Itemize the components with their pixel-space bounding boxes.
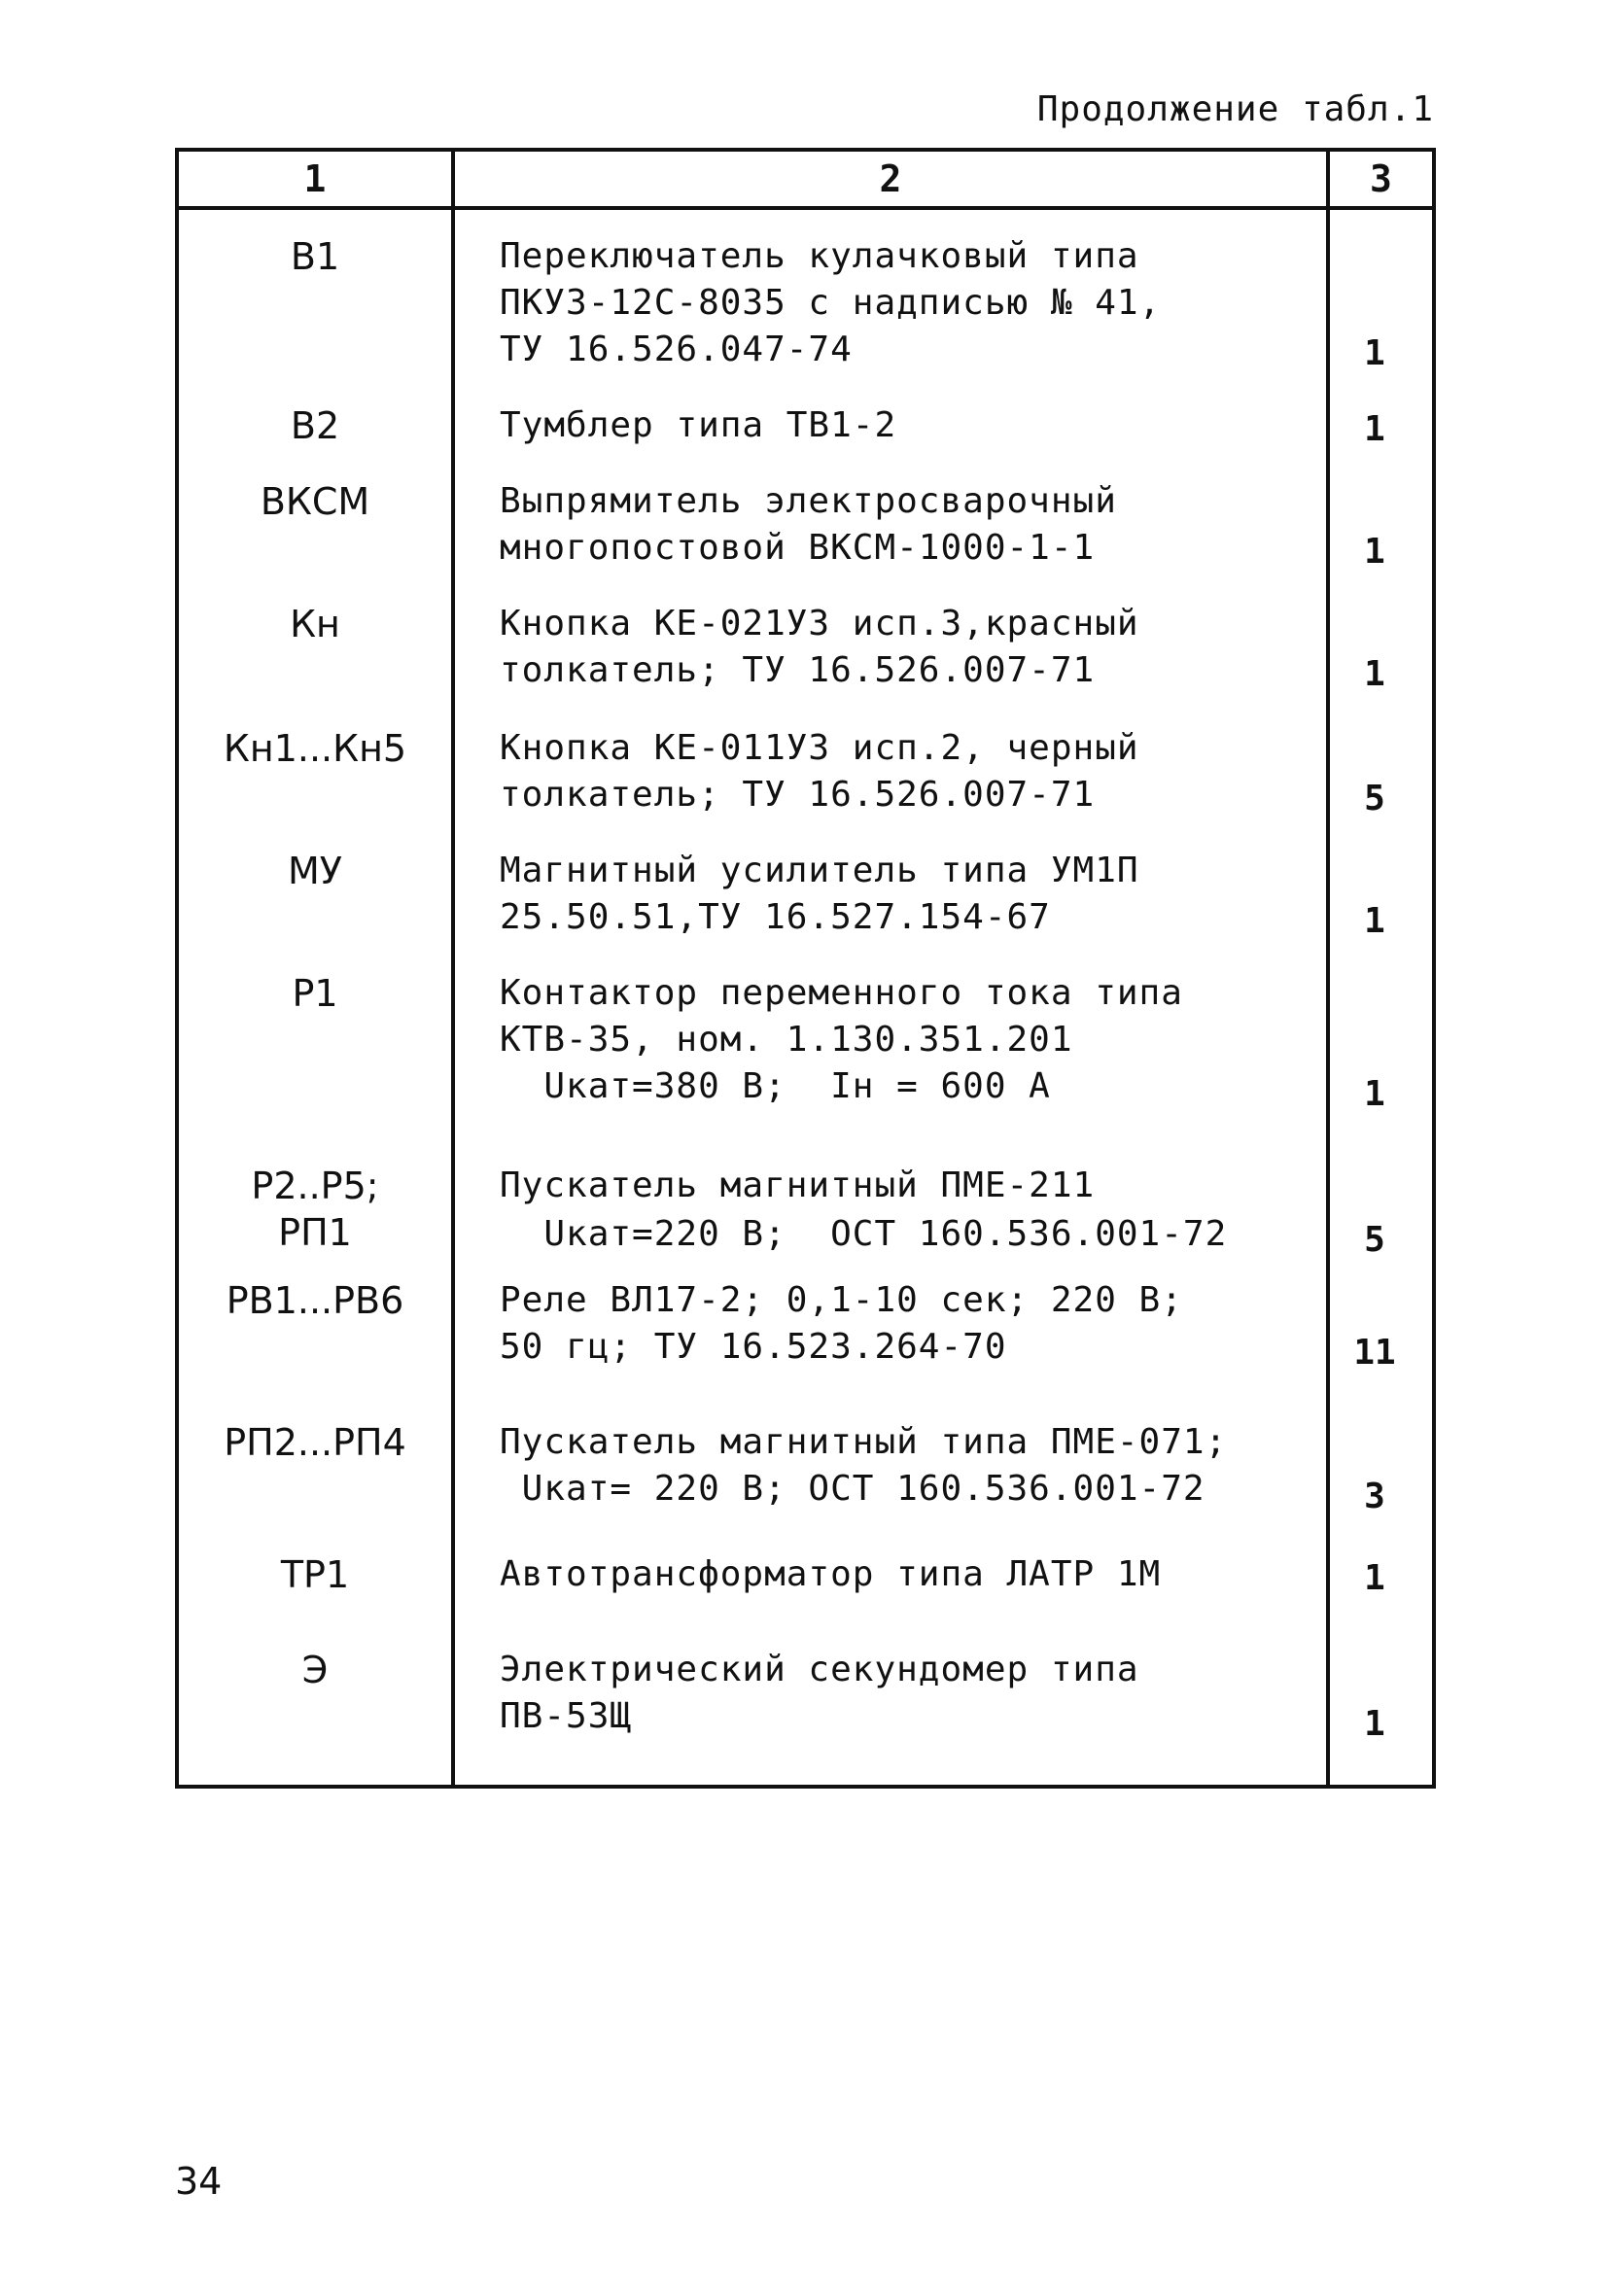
row-description-line: толкатель; ТУ 16.526.007-71: [500, 775, 1096, 815]
row-description-line: толкатель; ТУ 16.526.007-71: [500, 650, 1096, 690]
row-quantity: 5: [1364, 779, 1385, 818]
row-description-line: Контактор переменного тока типа: [500, 973, 1183, 1013]
row-description-line: Электрический секундомер типа: [500, 1650, 1139, 1689]
header-divider: [179, 206, 1432, 210]
row-quantity: 1: [1364, 532, 1385, 572]
row-description-line: многопостовой ВКСМ-1000-1-1: [500, 528, 1096, 568]
column-divider-2: [1326, 152, 1330, 1785]
row-code: Р1: [292, 972, 338, 1015]
header-col-2: 2: [879, 157, 902, 200]
row-description-line: Реле ВЛ17-2; 0,1-10 сек; 220 В;: [500, 1280, 1183, 1320]
table-caption: Продолжение табл.1: [1036, 89, 1434, 129]
row-description-line: Тумблер типа ТВ1-2: [500, 405, 897, 445]
row-quantity: 1: [1364, 409, 1385, 449]
row-quantity: 3: [1364, 1477, 1385, 1516]
row-quantity: 11: [1353, 1333, 1396, 1373]
row-description-line: Пускатель магнитный типа ПМЕ-071;: [500, 1422, 1228, 1462]
row-quantity: 1: [1364, 901, 1385, 941]
row-quantity: 1: [1364, 1074, 1385, 1114]
row-quantity: 1: [1364, 333, 1385, 373]
column-divider-1: [451, 152, 455, 1785]
row-description-line: Пускатель магнитный ПМЕ-211: [500, 1165, 1096, 1205]
row-code: РП2...РП4: [224, 1421, 406, 1464]
row-description-line: Кнопка КЕ-021У3 исп.3,красный: [500, 604, 1139, 644]
page-number: 34: [175, 2160, 223, 2203]
row-code: РВ1...РВ6: [226, 1279, 404, 1322]
row-description-line: Uкат= 220 В; ОСТ 160.536.001-72: [500, 1469, 1205, 1509]
row-description-line: Кнопка КЕ-011У3 исп.2, черный: [500, 728, 1139, 768]
row-description-line: Uкат=220 В; ОСТ 160.536.001-72: [500, 1214, 1228, 1254]
row-code: Кн1...Кн5: [223, 727, 407, 770]
row-description-line: Автотрансформатор типа ЛАТР 1М: [500, 1554, 1162, 1594]
row-description-line: Переключатель кулачковый типа: [500, 236, 1139, 276]
row-code: ВКСМ: [260, 480, 370, 523]
header-col-1: 1: [303, 157, 327, 200]
row-description-line: Uкат=380 В; Iн = 600 А: [500, 1066, 1051, 1106]
row-code: B2: [290, 404, 340, 447]
row-description-line: ПВ-53Щ: [500, 1696, 633, 1736]
row-code: B1: [290, 235, 340, 278]
row-quantity: 5: [1364, 1220, 1385, 1260]
row-code: Кн: [290, 603, 340, 645]
row-quantity: 1: [1364, 1558, 1385, 1598]
row-code: Р2..Р5; РП1: [251, 1165, 379, 1254]
row-description-line: КТВ-35, ном. 1.130.351.201: [500, 1020, 1073, 1060]
row-description-line: Выпрямитель электросварочный: [500, 481, 1117, 521]
row-quantity: 1: [1364, 1704, 1385, 1744]
row-code: ТР1: [280, 1553, 350, 1596]
row-quantity: 1: [1364, 654, 1385, 694]
row-code: МУ: [288, 850, 342, 892]
equipment-table: [175, 148, 1436, 1789]
row-description-line: 25.50.51,ТУ 16.527.154-67: [500, 897, 1051, 937]
row-description-line: ПКУ3-12С-8035 с надписью № 41,: [500, 283, 1162, 323]
header-col-3: 3: [1370, 157, 1392, 200]
row-description-line: ТУ 16.526.047-74: [500, 330, 853, 369]
row-description-line: 50 гц; ТУ 16.523.264-70: [500, 1327, 1007, 1367]
row-code: Э: [301, 1649, 329, 1691]
row-description-line: Магнитный усилитель типа УМ1П: [500, 851, 1139, 890]
